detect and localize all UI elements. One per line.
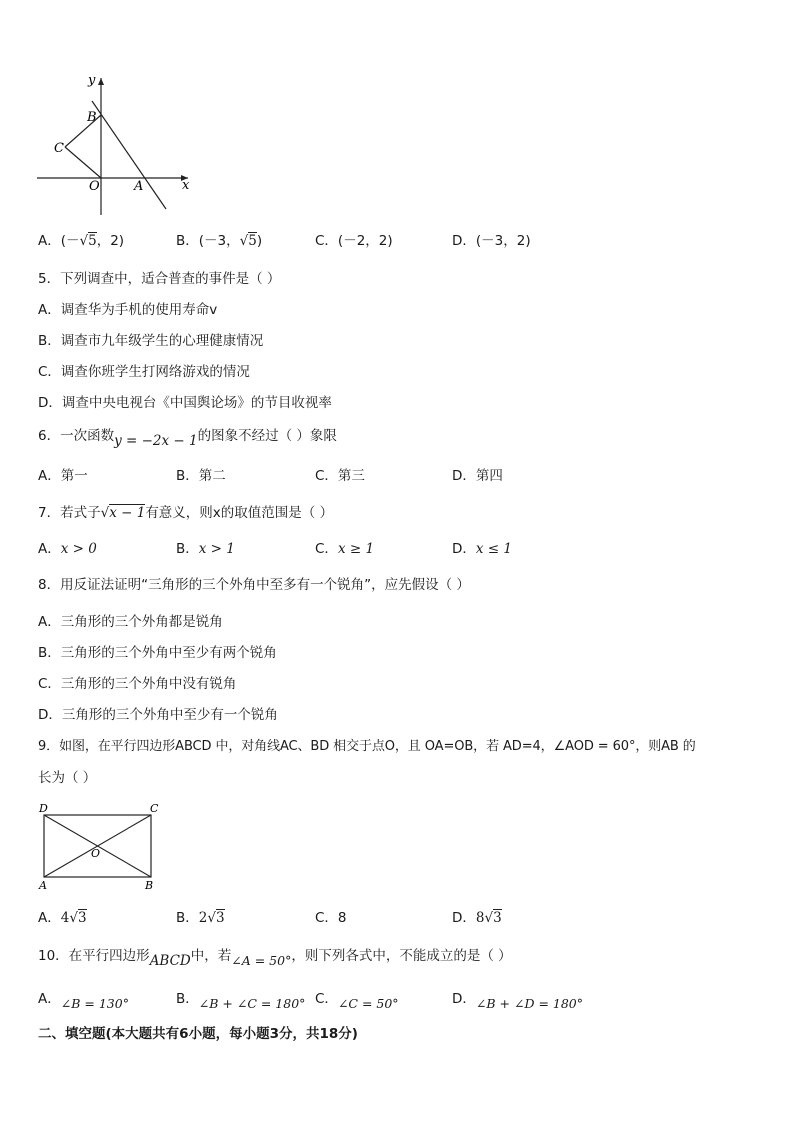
label-b: B [87,110,97,125]
q10-option-a: A．∠B = 130° [38,991,129,1011]
q10-abcd: ABCD [149,953,191,969]
sqrt-symbol: √ [207,910,216,926]
q6-option-b: B．第二 [176,468,226,484]
y-axis-arrow [98,78,104,85]
q7-option-b: B．x > 1 [176,541,235,557]
sqrt-symbol: √ [79,233,89,249]
q9-option-a: A．4√3 [38,910,87,926]
q4-option-c: C．(－2，2) [315,233,393,249]
q10-option-c: C．∠C = 50° [315,991,399,1011]
q6-option-a: A．第一 [38,468,88,484]
q9-parallelogram-figure [34,800,164,892]
section-2-heading: 二、填空题(本大题共有6小题，每小题3分，共18分) [38,1026,358,1042]
q8-option-d: D．三角形的三个外角中至少有一个锐角 [38,707,278,723]
q4-option-d: D．(－3，2) [452,233,531,249]
q5-option-d: D．调查中央电视台《中国舆论场》的节目收视率 [38,395,332,411]
label-d: D [39,802,48,815]
q7-stem: 7．若式子√x − 1有意义，则x的取值范围是（ ） [38,505,334,521]
label-o: O [89,179,100,194]
segment-co [65,147,101,178]
q6-stem: 6．一次函数y = −2x − 1的图象不经过（ ）象限 [38,428,337,449]
q9-stem-line2: 长为（ ） [38,770,97,786]
q9-option-c: C．8 [315,910,347,926]
q7-option-d: D．x ≤ 1 [452,541,513,557]
q9-option-d: D．8√3 [452,910,502,926]
label-x: x [182,178,190,193]
q6-option-d: D．第四 [452,468,503,484]
line-ab [92,101,166,209]
label-c: C [54,141,64,156]
q6-option-c: C．第三 [315,468,365,484]
q7-radicand: x − 1 [109,505,146,521]
q10-stem: 10．在平行四边形ABCD中，若∠A = 50°，则下列各式中，不能成立的是（ ） [38,948,512,969]
q10-option-b: B．∠B + ∠C = 180° [176,991,306,1011]
sqrt-symbol: √ [239,233,249,249]
q7-option-c: C．x ≥ 1 [315,541,375,557]
label-b: B [145,879,154,892]
q9-option-b: B．2√3 [176,910,225,926]
q10-angle: ∠A = 50° [231,953,292,968]
radicand: 5 [88,233,97,249]
sqrt-symbol: √ [100,505,110,521]
label-a: A [39,879,47,892]
q6-formula: y = −2x − 1 [114,433,198,449]
radicand: 5 [248,233,257,249]
q7-option-a: A．x > 0 [38,541,97,557]
label-a: A [134,179,144,194]
q8-stem: 8．用反证法证明“三角形的三个外角中至多有一个锐角”，应先假设（ ） [38,577,470,593]
sqrt-symbol: √ [69,910,78,926]
q4-option-b: B．(－3，√5) [176,233,263,249]
sqrt-symbol: √ [484,910,494,926]
q9-stem-line1: 9．如图，在平行四边形ABCD 中，对角线AC、BD 相交于点O，且 OA=OB，若 AD=4，∠AOD = 60°，则AB 的 [38,739,696,754]
q8-option-b: B．三角形的三个外角中至少有两个锐角 [38,645,277,661]
label-o: O [91,847,101,860]
q4-coordinate-figure [30,68,200,223]
q10-option-d: D．∠B + ∠D = 180° [452,991,584,1011]
q5-stem: 5．下列调查中，适合普查的事件是（ ） [38,271,281,287]
q5-option-a: A．调查华为手机的使用寿命v [38,302,218,318]
label-c: C [150,802,159,815]
q8-option-c: C．三角形的三个外角中没有锐角 [38,676,237,692]
q8-option-a: A．三角形的三个外角都是锐角 [38,614,223,630]
q5-option-b: B．调查市九年级学生的心理健康情况 [38,333,264,349]
q5-option-c: C．调查你班学生打网络游戏的情况 [38,364,250,380]
q4-option-a: A．(－√5，2) [38,233,125,249]
label-y: y [88,73,96,88]
